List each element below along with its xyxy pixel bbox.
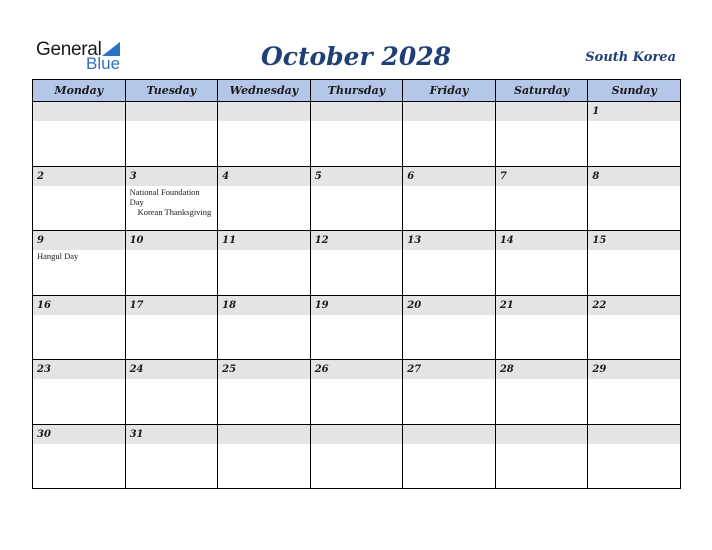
logo-general-text: General xyxy=(36,39,102,60)
weekday-header: Sunday xyxy=(588,80,681,102)
day-number: 27 xyxy=(403,360,495,379)
day-number: 13 xyxy=(403,231,495,250)
day-cell xyxy=(218,231,311,296)
holiday-list xyxy=(33,250,125,261)
day-number: 4 xyxy=(218,167,310,186)
day-cell xyxy=(33,360,126,425)
holiday-name: Korean Thanksgiving xyxy=(137,206,212,217)
day-number xyxy=(403,102,495,121)
day-number xyxy=(496,102,588,121)
day-cell xyxy=(218,295,311,360)
day-number xyxy=(33,102,125,121)
day-cell xyxy=(310,102,403,167)
weekday-header: Monday xyxy=(33,80,126,102)
day-number: 21 xyxy=(496,296,588,315)
day-cell xyxy=(495,231,588,296)
week-row xyxy=(33,102,681,167)
day-cell xyxy=(588,102,681,167)
day-cell xyxy=(403,166,496,231)
day-cell xyxy=(588,295,681,360)
day-cell xyxy=(33,166,126,231)
day-number: 11 xyxy=(218,231,310,250)
week-row xyxy=(33,360,681,425)
day-number: 3 xyxy=(126,167,218,186)
day-cell xyxy=(33,102,126,167)
day-cell xyxy=(495,424,588,489)
day-cell xyxy=(310,231,403,296)
day-cell xyxy=(310,360,403,425)
day-number: 26 xyxy=(311,360,403,379)
day-number: 5 xyxy=(311,167,403,186)
day-number: 30 xyxy=(33,425,125,444)
weekday-header: Friday xyxy=(403,80,496,102)
day-number: 6 xyxy=(403,167,495,186)
holiday-name: National Foundation Day xyxy=(129,186,200,207)
weekday-header: Thursday xyxy=(310,80,403,102)
day-cell xyxy=(125,102,218,167)
day-cell xyxy=(588,360,681,425)
day-cell xyxy=(125,295,218,360)
day-number: 2 xyxy=(33,167,125,186)
page-title: October 2028 xyxy=(260,42,452,71)
day-number: 9 xyxy=(33,231,125,250)
week-row xyxy=(33,231,681,296)
day-number xyxy=(496,425,588,444)
logo-blue-text: Blue xyxy=(86,54,121,73)
day-number: 23 xyxy=(33,360,125,379)
day-number: 18 xyxy=(218,296,310,315)
day-cell xyxy=(310,295,403,360)
weekday-header: Saturday xyxy=(495,80,588,102)
day-cell xyxy=(495,360,588,425)
day-number xyxy=(311,425,403,444)
day-number: 28 xyxy=(496,360,588,379)
day-number: 24 xyxy=(126,360,218,379)
day-cell xyxy=(310,424,403,489)
weekday-header: Tuesday xyxy=(125,80,218,102)
holiday-list xyxy=(126,186,218,217)
day-cell xyxy=(403,424,496,489)
day-cell xyxy=(495,102,588,167)
day-number: 14 xyxy=(496,231,588,250)
day-cell xyxy=(588,166,681,231)
day-number: 20 xyxy=(403,296,495,315)
calendar-body xyxy=(33,102,681,489)
week-row xyxy=(33,166,681,231)
day-number: 25 xyxy=(218,360,310,379)
day-number: 17 xyxy=(126,296,218,315)
holiday-name: Hangul Day xyxy=(37,251,79,261)
day-number: 1 xyxy=(588,102,680,121)
day-cell xyxy=(403,295,496,360)
day-cell xyxy=(403,360,496,425)
day-number: 29 xyxy=(588,360,680,379)
day-number xyxy=(218,102,310,121)
day-number: 10 xyxy=(126,231,218,250)
day-number xyxy=(218,425,310,444)
day-cell xyxy=(403,231,496,296)
country-label: South Korea xyxy=(585,50,676,65)
day-number: 31 xyxy=(126,425,218,444)
day-cell xyxy=(218,166,311,231)
day-cell xyxy=(218,424,311,489)
day-number: 8 xyxy=(588,167,680,186)
day-cell xyxy=(218,360,311,425)
day-cell xyxy=(403,102,496,167)
day-number: 19 xyxy=(311,296,403,315)
day-cell xyxy=(218,102,311,167)
day-cell xyxy=(33,295,126,360)
day-cell xyxy=(495,295,588,360)
day-number xyxy=(126,102,218,121)
day-cell xyxy=(33,424,126,489)
day-number: 22 xyxy=(588,296,680,315)
day-number: 12 xyxy=(311,231,403,250)
day-number xyxy=(588,425,680,444)
day-number: 7 xyxy=(496,167,588,186)
day-cell xyxy=(125,166,218,231)
day-cell xyxy=(125,424,218,489)
day-number xyxy=(403,425,495,444)
day-cell xyxy=(125,231,218,296)
month-calendar xyxy=(32,79,681,489)
day-cell xyxy=(495,166,588,231)
day-number xyxy=(311,102,403,121)
week-row xyxy=(33,295,681,360)
day-cell xyxy=(33,231,126,296)
week-row xyxy=(33,424,681,489)
weekday-header: Wednesday xyxy=(218,80,311,102)
weekday-header-row xyxy=(33,80,681,102)
day-cell xyxy=(125,360,218,425)
day-number: 16 xyxy=(33,296,125,315)
day-cell xyxy=(588,424,681,489)
day-cell xyxy=(310,166,403,231)
day-cell xyxy=(588,231,681,296)
day-number: 15 xyxy=(588,231,680,250)
